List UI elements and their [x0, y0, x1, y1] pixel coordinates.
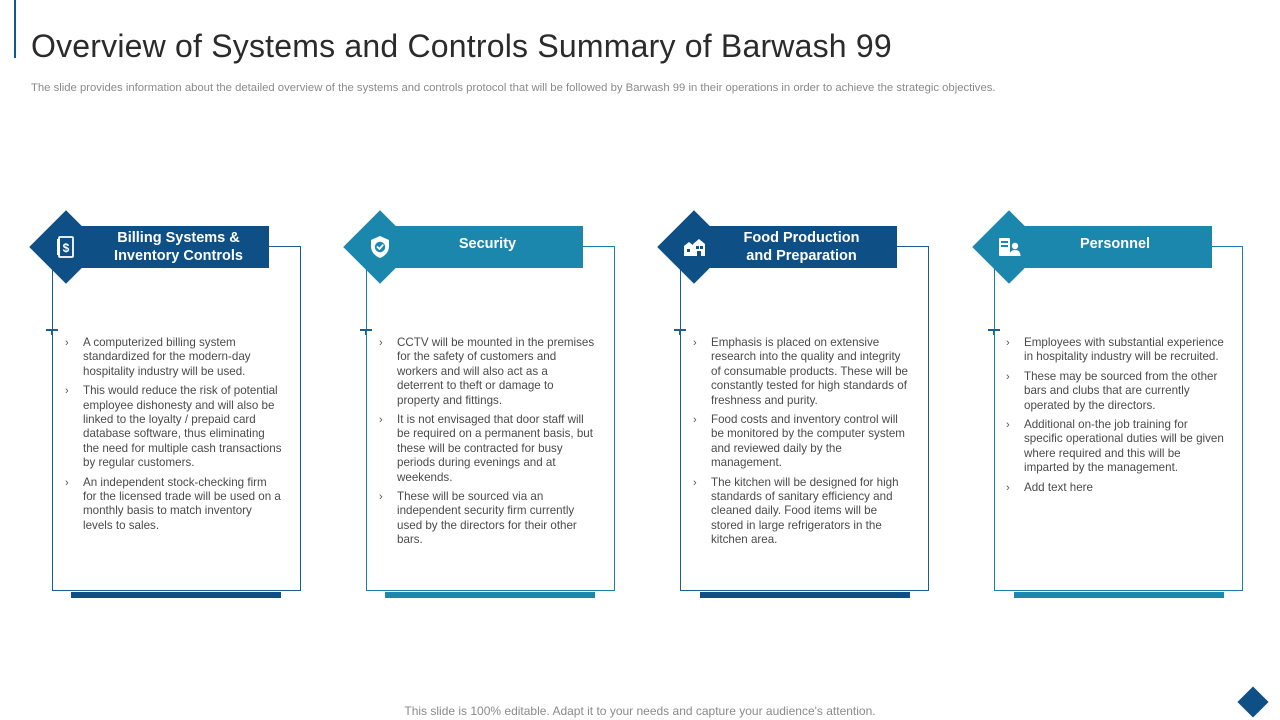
list-item: › Emphasis is placed on extensive research into the quality and integrity of consumable products. These will be constantly tested for high standards of freshness and purity.: [693, 336, 908, 407]
card-billing-title-line2: Inventory Controls: [114, 248, 243, 264]
list-item: › Food costs and inventory control will be monitored by the computer system and reviewed daily by the management.: [693, 413, 905, 470]
list-item: › It is not envisaged that door staff will be required on a permanent basis, but these will be contracted for busy periods during evenings and at weekends.: [379, 413, 593, 484]
list-item[interactable]: › Add text here: [1006, 480, 1093, 494]
chevron-right-icon: ›: [1006, 370, 1010, 383]
card-food-header: [702, 226, 897, 268]
card-billing-header: [74, 226, 269, 268]
card-food-title-line1: Food Production: [743, 230, 860, 246]
page-subtitle: The slide provides information about the detailed overview of the systems and controls protocol that will be followed by Barwash 99 in their operations in order to achieve the strategic objectives.: [31, 82, 996, 94]
card-security-bottom-bar: [385, 592, 595, 598]
list-item: › This would reduce the risk of potential employee dishonesty and will also be linked to the loyalty / prepaid card database software, thus eliminating the need for multiple cash transactions by regular customers.: [65, 384, 282, 470]
card-food-bullets: [693, 336, 911, 553]
card-personnel-bullets: [1006, 336, 1224, 500]
list-item: › An independent stock-checking firm for the licensed trade will be used on a monthly basis to match inventory levels to sales.: [65, 475, 281, 532]
card-personnel-tick: [988, 329, 1000, 331]
chevron-right-icon: ›: [1006, 419, 1010, 432]
card-food-bottom-bar: [700, 592, 910, 598]
card-security-tick: [360, 329, 372, 331]
list-item: › The kitchen will be designed for high standards of sanitary efficiency and cleaned daily. Food items will be stored in large refrigerators in the kitchen area.: [693, 475, 899, 547]
chevron-right-icon: ›: [693, 337, 697, 349]
chevron-right-icon: ›: [379, 337, 383, 349]
shield-check-icon: [360, 227, 400, 267]
chevron-right-icon: ›: [65, 476, 69, 489]
card-security-header: [388, 226, 583, 268]
title-accent-bar: [14, 0, 16, 58]
card-billing-title-line1: Billing Systems &: [117, 230, 240, 246]
card-billing-bullets: [65, 336, 283, 538]
list-item: › CCTV will be mounted in the premises for the safety of customers and workers and will also act as a deterrent to theft or damage to property and fittings.: [379, 336, 595, 407]
chevron-right-icon: ›: [65, 385, 69, 398]
card-food-tick: [674, 329, 686, 331]
card-security-bullets: [379, 336, 597, 553]
chevron-right-icon: ›: [65, 337, 69, 349]
svg-text:$: $: [62, 241, 70, 255]
page-title: Overview of Systems and Controls Summary of Barwash 99: [31, 28, 892, 64]
list-item: › Employees with substantial experience in hospitality industry will be recruited.: [1006, 336, 1224, 364]
chevron-right-icon: ›: [693, 476, 697, 489]
card-food-title-line2: and Preparation: [746, 248, 857, 264]
chevron-right-icon: ›: [693, 414, 697, 427]
personnel-id-icon: [989, 227, 1029, 267]
chevron-right-icon: ›: [379, 414, 383, 427]
chevron-right-icon: ›: [379, 491, 383, 504]
list-item: › A computerized billing system standardized for the modern-day hospitality industry will be used.: [65, 336, 251, 378]
kitchen-building-icon: [674, 227, 714, 267]
chevron-right-icon: ›: [1006, 337, 1010, 349]
billing-receipt-icon: [46, 227, 86, 267]
card-billing-bottom-bar: [71, 592, 281, 598]
card-security-title-line1: Security: [458, 236, 517, 252]
card-personnel-bottom-bar: [1014, 592, 1224, 598]
list-item: › Additional on-the job training for specific operational duties will be given where required and this will be imparted by the management.: [1006, 418, 1224, 475]
card-billing-tick: [46, 329, 58, 331]
card-personnel-title-line1: Personnel: [1079, 236, 1151, 252]
list-item: › These will be sourced via an independent security firm currently used by the directors for their other bars.: [379, 490, 577, 547]
footer-note: This slide is 100% editable. Adapt it to your needs and capture your audience's attention.: [404, 704, 876, 718]
chevron-right-icon: ›: [1006, 481, 1010, 494]
list-item: › These may be sourced from the other bars and clubs that are currently operated by the directors.: [1006, 369, 1218, 412]
